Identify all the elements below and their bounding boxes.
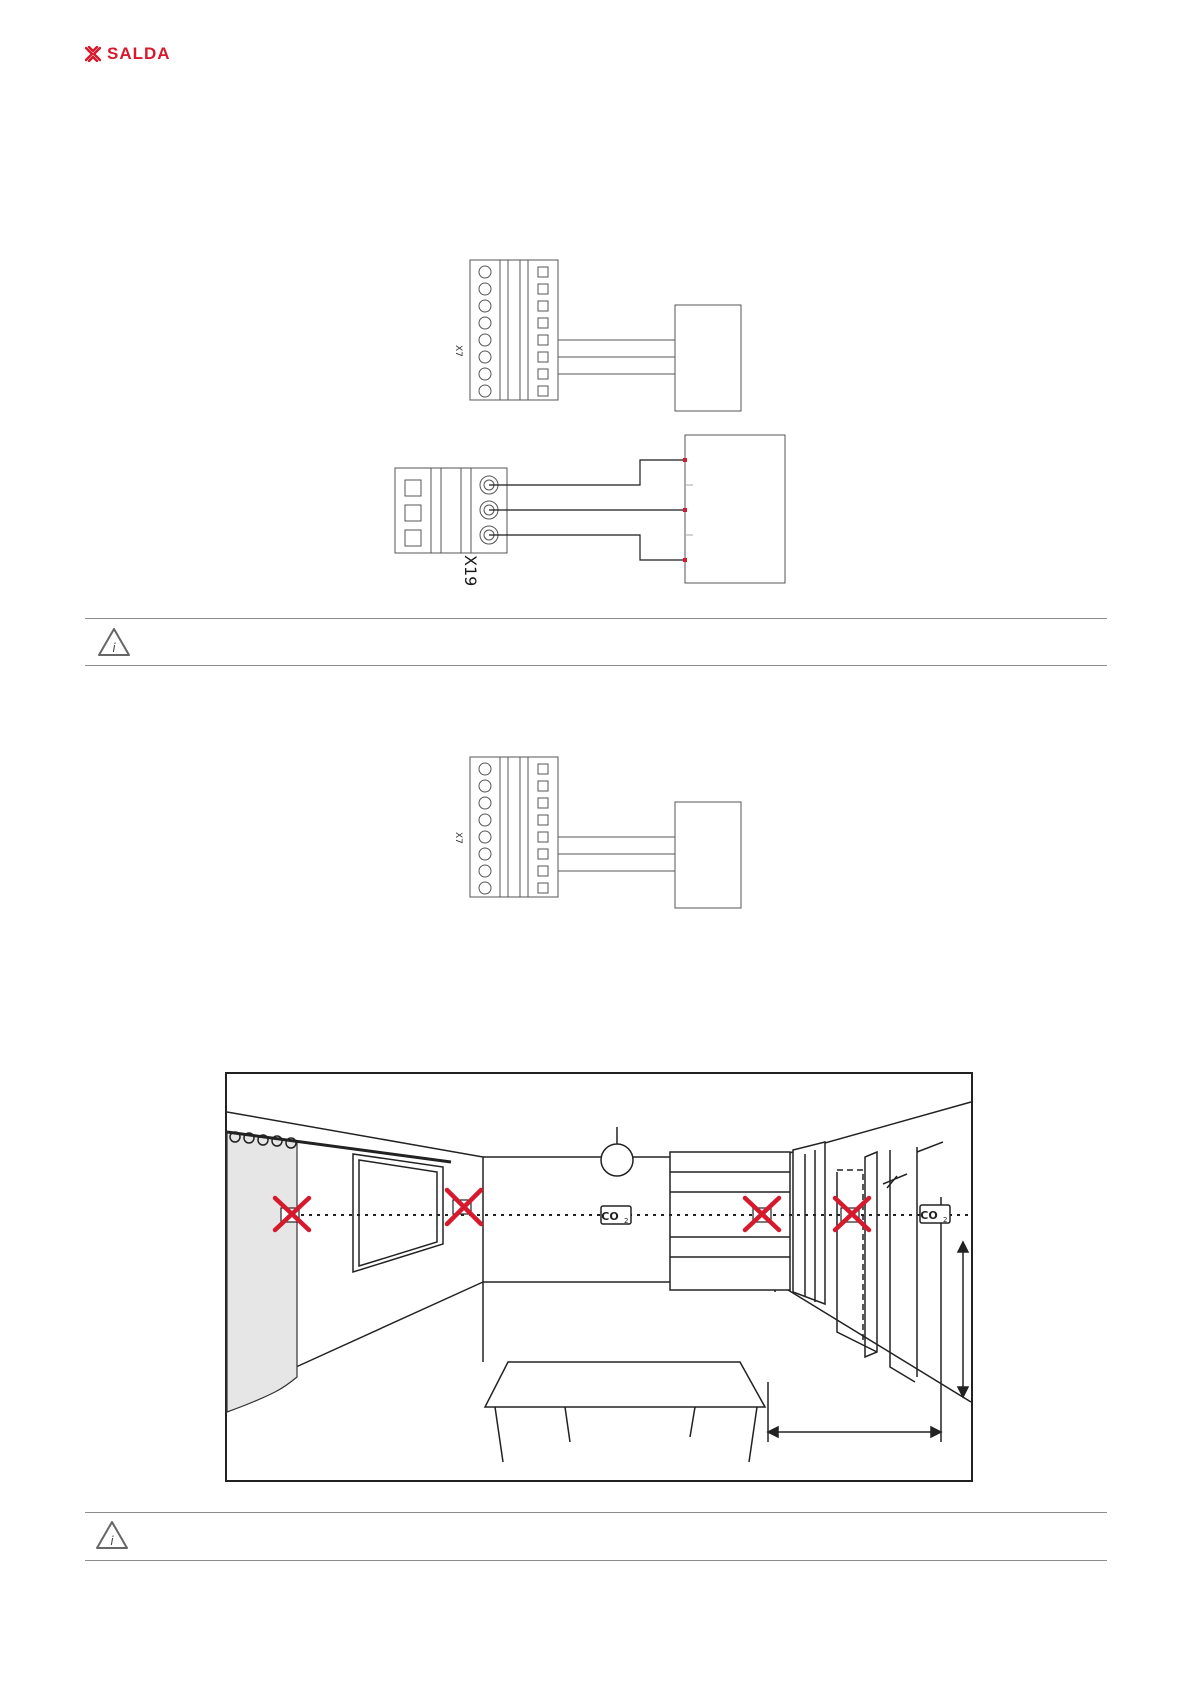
terminal-block-left xyxy=(470,260,500,400)
terminal-block-left xyxy=(470,757,500,897)
terminal-block-left xyxy=(395,468,431,553)
connector-label-x7: X7 xyxy=(453,345,463,357)
terminal-screws xyxy=(479,763,491,894)
note-divider-bottom xyxy=(85,665,1107,666)
co2-sensor-correct xyxy=(601,1206,631,1225)
terminal-block-middle xyxy=(431,468,471,553)
brand-logo xyxy=(85,44,171,64)
co2-subscript: 2 xyxy=(624,1217,629,1225)
salda-logo-icon xyxy=(85,46,101,62)
co2-label: CO xyxy=(920,1209,938,1222)
device-box xyxy=(675,802,741,908)
terminal-clamps xyxy=(538,267,548,396)
brand-name: SALDA xyxy=(107,44,171,63)
wiring-diagram-x19 xyxy=(385,430,815,590)
connector-label-x7: X7 xyxy=(453,832,463,844)
note-divider-bottom xyxy=(85,1560,1107,1561)
terminal-block-middle xyxy=(500,757,528,897)
illustration-frame xyxy=(226,1073,972,1481)
svg-text:i: i xyxy=(112,641,116,655)
info-warning-triangle-icon xyxy=(97,627,131,657)
connector-label-x19: X19 xyxy=(461,555,480,587)
terminal-screws xyxy=(479,266,491,397)
svg-text:i: i xyxy=(110,1534,114,1548)
note-divider-top xyxy=(85,618,1107,619)
device-box xyxy=(675,305,741,411)
room-sensor-placement-illustration xyxy=(225,1072,973,1482)
info-warning-triangle-icon xyxy=(95,1520,129,1550)
shelving-unit xyxy=(670,1142,825,1304)
note-divider-top xyxy=(85,1512,1107,1513)
wiring-diagram-x7-top xyxy=(450,255,750,415)
wire-3 xyxy=(489,535,685,560)
wiring-diagram-x7-bottom xyxy=(450,752,750,912)
wire-1 xyxy=(489,460,685,485)
co2-label: CO xyxy=(601,1210,619,1223)
co2-subscript: 2 xyxy=(943,1216,948,1224)
co2-sensor-correct-right xyxy=(920,1205,950,1224)
terminal-block-middle xyxy=(500,260,528,400)
device-box xyxy=(685,435,785,583)
